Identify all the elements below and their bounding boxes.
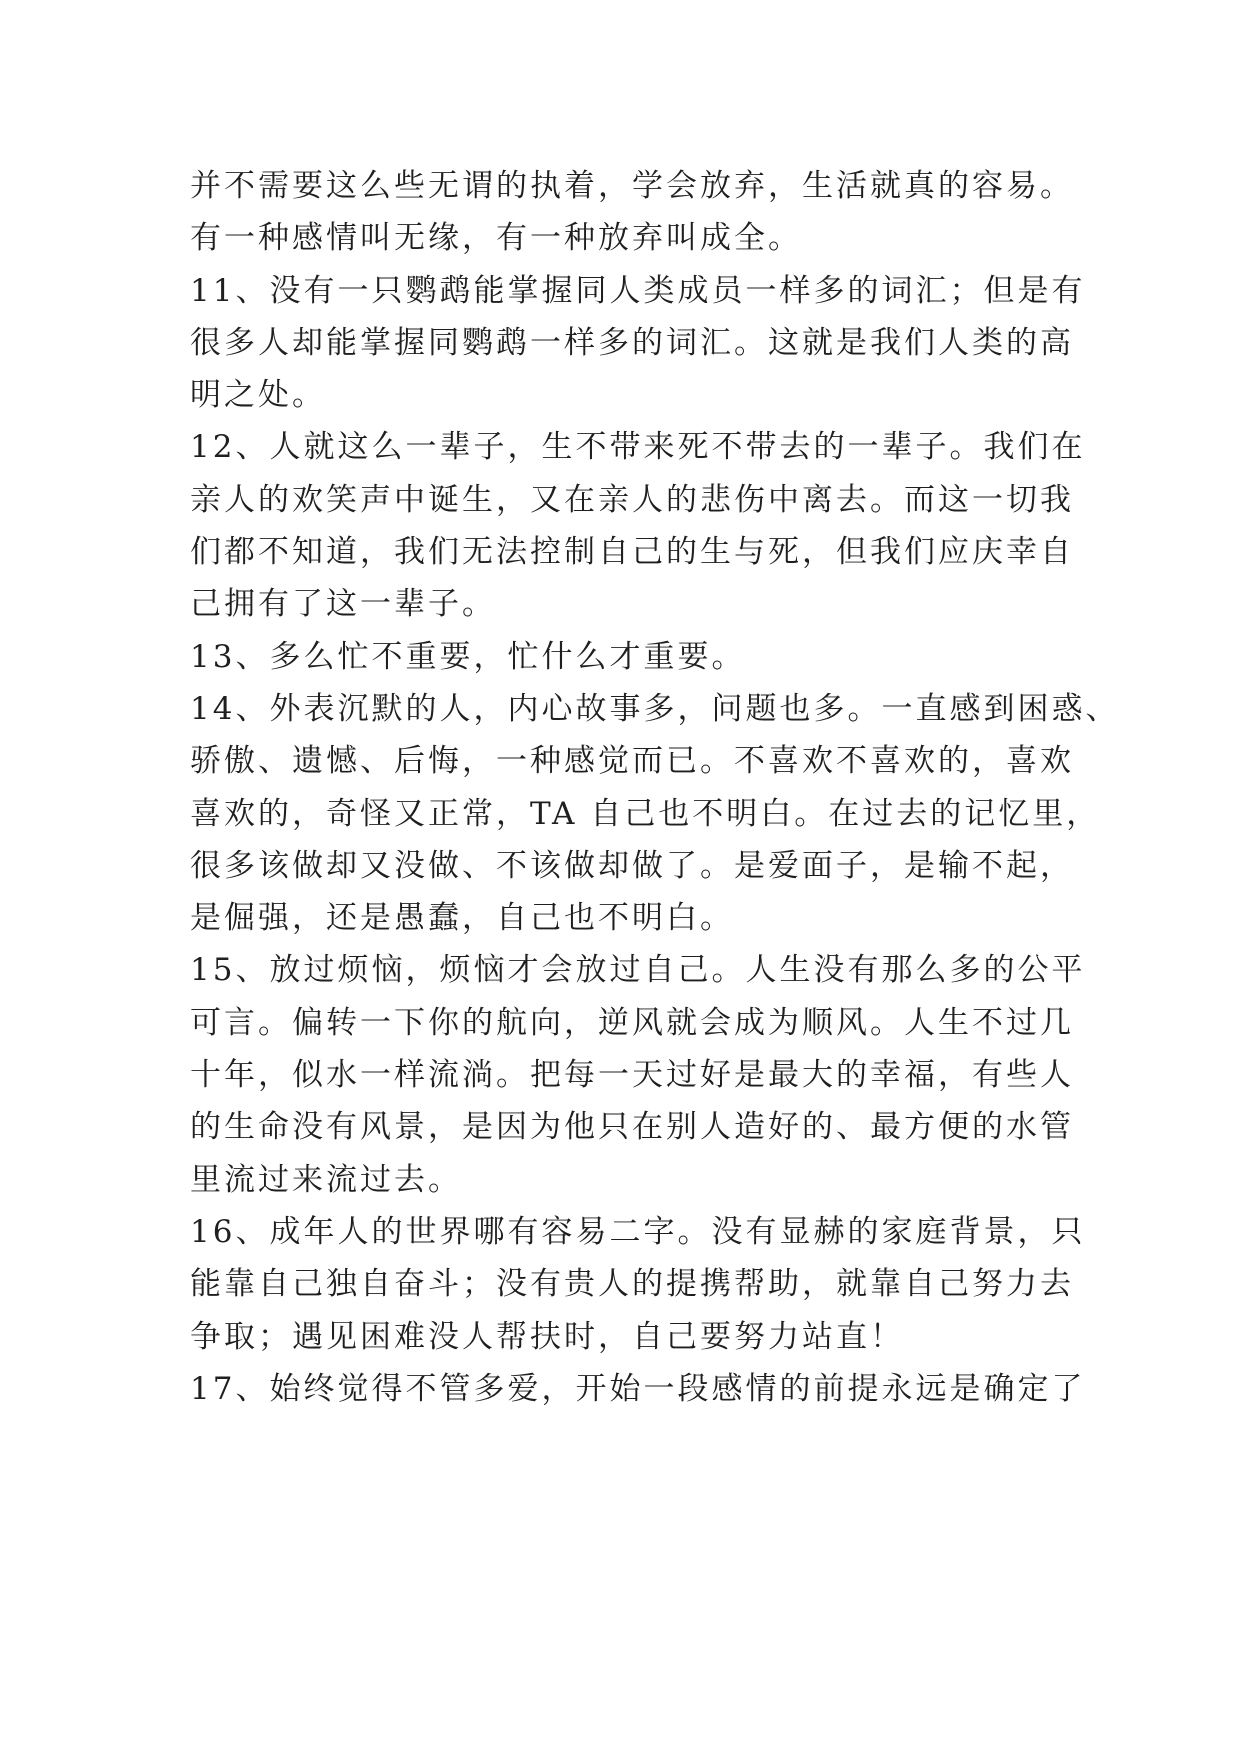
text-line: 明之处。 xyxy=(190,377,326,414)
text-line: 可言。偏转一下你的航向，逆风就会成为顺风。人生不过几 xyxy=(190,1004,1074,1041)
text-line: 骄傲、遗憾、后悔，一种感觉而已。不喜欢不喜欢的，喜欢 xyxy=(190,743,1074,780)
text-line: 12、人就这么一辈子，生不带来死不带去的一辈子。我们在 xyxy=(190,429,1086,466)
text-line: 17、始终觉得不管多爱，开始一段感情的前提永远是确定了 xyxy=(190,1370,1086,1407)
text-line: 的生命没有风景，是因为他只在别人造好的、最方便的水管 xyxy=(190,1109,1074,1146)
text-line: 很多人却能掌握同鹦鹉一样多的词汇。这就是我们人类的高 xyxy=(190,324,1074,361)
text-line: 11、没有一只鹦鹉能掌握同人类成员一样多的词汇；但是有 xyxy=(190,272,1086,309)
text-line: 16、成年人的世界哪有容易二字。没有显赫的家庭背景，只 xyxy=(190,1213,1086,1250)
text-line: 并不需要这么些无谓的执着，学会放弃，生活就真的容易。 xyxy=(190,168,1074,204)
text-line: 14、外表沉默的人，内心故事多，问题也多。一直感到困惑、 xyxy=(190,690,1120,727)
text-line: 争取；遇见困难没人帮扶时，自己要努力站直！ xyxy=(190,1318,904,1355)
text-line: 亲人的欢笑声中诞生，又在亲人的悲伤中离去。而这一切我 xyxy=(190,481,1074,518)
text-line: 喜欢的，奇怪又正常，TA 自己也不明白。在过去的记忆里， xyxy=(190,795,1101,832)
text-line: 十年，似水一样流淌。把每一天过好是最大的幸福，有些人 xyxy=(190,1057,1074,1094)
text-line: 是倔强，还是愚蠢，自己也不明白。 xyxy=(190,900,734,937)
text-line: 们都不知道，我们无法控制自己的生与死，但我们应庆幸自 xyxy=(190,534,1074,571)
text-line: 里流过来流过去。 xyxy=(190,1161,462,1198)
text-line: 13、多么忙不重要，忙什么才重要。 xyxy=(190,638,746,675)
text-line: 己拥有了这一辈子。 xyxy=(190,586,496,623)
document-body xyxy=(190,160,1120,1415)
text-line: 能靠自己独自奋斗；没有贵人的提携帮助，就靠自己努力去 xyxy=(190,1266,1074,1303)
text-line: 有一种感情叫无缘，有一种放弃叫成全。 xyxy=(190,220,802,257)
text-line: 15、放过烦恼，烦恼才会放过自己。人生没有那么多的公平 xyxy=(190,952,1086,989)
text-line: 很多该做却又没做、不该做却做了。是爱面子，是输不起， xyxy=(190,847,1074,884)
